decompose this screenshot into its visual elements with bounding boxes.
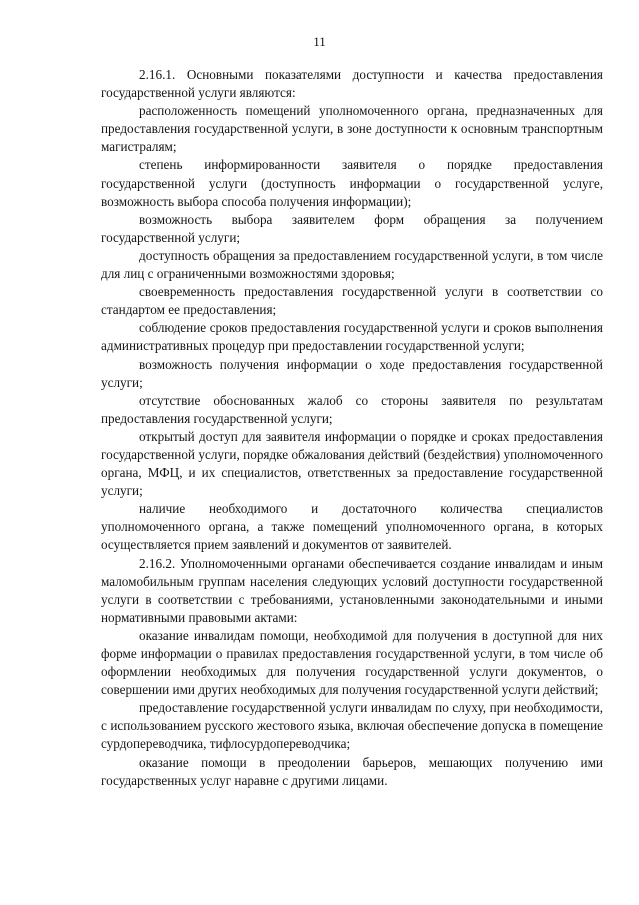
paragraph-no-complaints: отсутствие обоснованных жалоб со стороны заявителя по результатам предоставления государственной услуги; — [101, 392, 603, 426]
paragraph-awareness: степень информированности заявителя о порядке предоставления государственной услуги (доступность информации о государственной услуге, возможность выбора способа получения информации); — [101, 157, 603, 209]
paragraph-barriers: оказание помощи в преодолении барьеров, мешающих получению ими государственных услуг наравне с другими лицами. — [101, 754, 603, 788]
document-body — [101, 66, 603, 790]
paragraph-2-16-2-intro: 2.16.2. Уполномоченными органами обеспечивается создание инвалидам и иным маломобильным группам населения следующих условий доступности государственной услуги в соответствии с требованиями, установленными законодательными и иными нормативными правовыми актами: — [101, 555, 603, 625]
paragraph-form-choice: возможность выбора заявителем форм обращения за получением государственной услуги; — [101, 211, 603, 245]
paragraph-progress-info: возможность получения информации о ходе предоставления государственной услуги; — [101, 356, 603, 390]
paragraph-location: расположенность помещений уполномоченного органа, предназначенных для предоставления государственной услуги, в зоне доступности к основным транспортным магистралям; — [101, 103, 603, 155]
paragraph-assistance: оказание инвалидам помощи, необходимой для получения в доступной для них форме информации о правилах предоставления государственной услуги, в том числе об оформлении необходимых для получения государственной услуги документов, о совершении ими других необходимых для получения государственной услуги действий; — [101, 627, 603, 698]
paragraph-2-16-1-intro: 2.16.1. Основными показателями доступности и качества предоставления государственной услуги являются: — [101, 67, 603, 101]
paragraph-staffing: наличие необходимого и достаточного количества специалистов уполномоченного органа, а также помещений уполномоченного органа, в которых осуществляется прием заявлений и документов от заявителей. — [101, 501, 603, 553]
paragraph-open-access: открытый доступ для заявителя информации о порядке и сроках предоставления государственной услуги, порядке обжалования действий (бездействия) уполномоченного органа, МФЦ, и их специалистов, ответственных за предоставление государственной услуги; — [101, 428, 603, 499]
paragraph-accessibility: доступность обращения за предоставлением государственной услуги, в том числе для лиц с ограниченными возможностями здоровья; — [101, 247, 603, 282]
paragraph-timeliness: своевременность предоставления государственной услуги в соответствии со стандартом ее предоставления; — [101, 284, 603, 318]
page-number: 11 — [313, 34, 326, 49]
paragraph-sign-language: предоставление государственной услуги инвалидам по слуху, при необходимости, с использованием русского жестового языка, включая обеспечение допуска в помещение сурдопереводчика, тифлосурдопереводчика; — [101, 700, 603, 752]
paragraph-deadlines: соблюдение сроков предоставления государственной услуги и сроков выполнения административных процедур при предоставлении государственной услуги; — [101, 320, 603, 354]
